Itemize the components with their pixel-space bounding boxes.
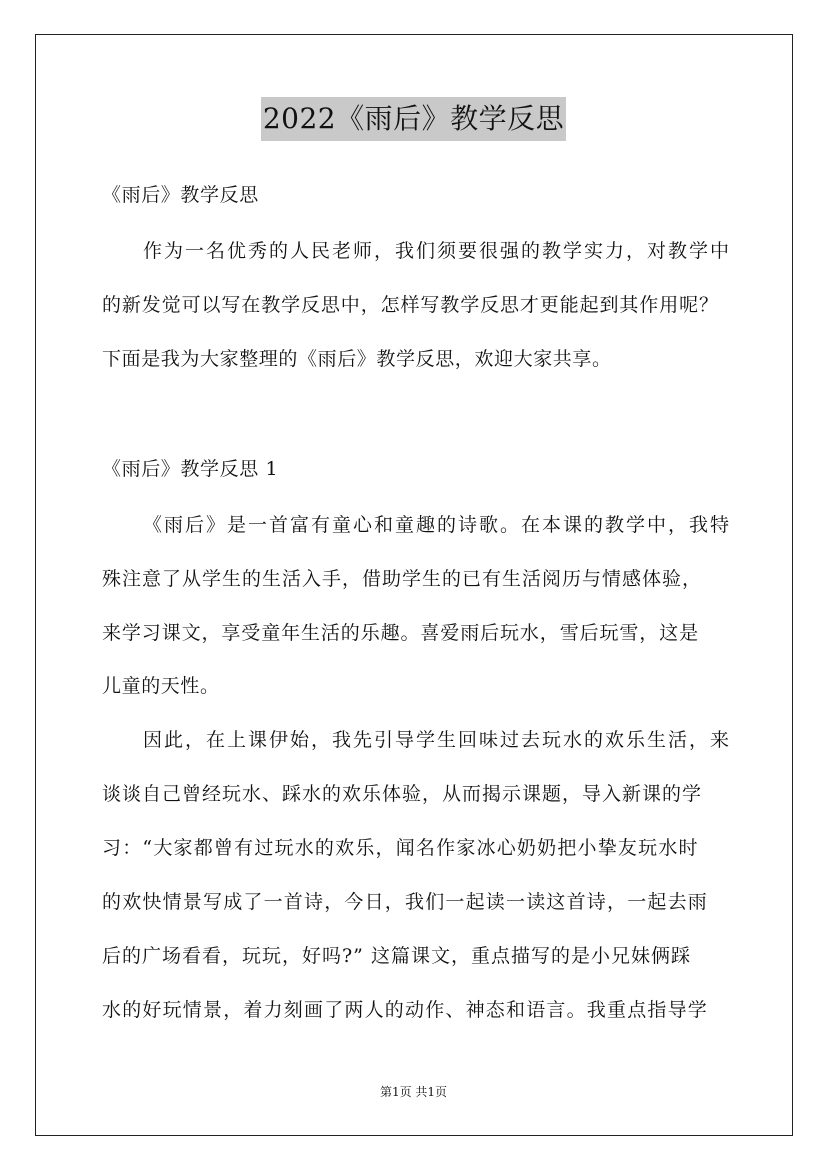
- paragraph-line: 水的好玩情景，着力刻画了两人的动作、神态和语言。我重点指导学: [102, 999, 709, 1021]
- paragraph-line: 谈谈自己曾经玩水、踩水的欢乐体验，从而揭示课题，导入新课的学: [102, 783, 703, 805]
- paragraph-line: 后的广场看看，玩玩，好吗?” 这篇课文，重点描写的是小兄妹俩踩: [102, 945, 691, 967]
- document-title: 2022《雨后》教学反思: [261, 97, 566, 141]
- page-footer: 第1页 共1页: [379, 1085, 448, 1099]
- paragraph-line: 因此，在上课伊始，我先引导学生回味过去玩水的欢乐生活，来: [143, 729, 732, 751]
- paragraph-line: 殊注意了从学生的生活入手，借助学生的已有生活阅历与情感体验，: [102, 568, 703, 590]
- title-container: [0, 97, 827, 141]
- section-heading: 《雨后》教学反思 1: [102, 458, 279, 480]
- intro-line: 的新发觉可以写在教学反思中，怎样写教学反思才更能起到其作用呢？: [102, 294, 719, 316]
- paragraph-line: 习：“大家都曾有过玩水的欢乐，闻名作家冰心奶奶把小挚友玩水时: [102, 837, 699, 859]
- intro-line: 下面是我为大家整理的《雨后》教学反思，欢迎大家共享。: [102, 348, 612, 370]
- paragraph-line: 的欢快情景写成了一首诗，今日，我们一起读一读这首诗，一起去雨: [102, 891, 709, 913]
- paragraph-line: 《雨后》是一首富有童心和童趣的诗歌。在本课的教学中，我特: [143, 514, 732, 536]
- intro-line: 作为一名优秀的人民老师，我们须要很强的教学实力，对教学中: [143, 240, 732, 262]
- paragraph-line: 儿童的天性。: [102, 675, 220, 697]
- intro-heading: 《雨后》教学反思: [102, 184, 259, 206]
- paragraph-line: 来学习课文，享受童年生活的乐趣。喜爱雨后玩水，雪后玩雪，这是: [102, 622, 700, 644]
